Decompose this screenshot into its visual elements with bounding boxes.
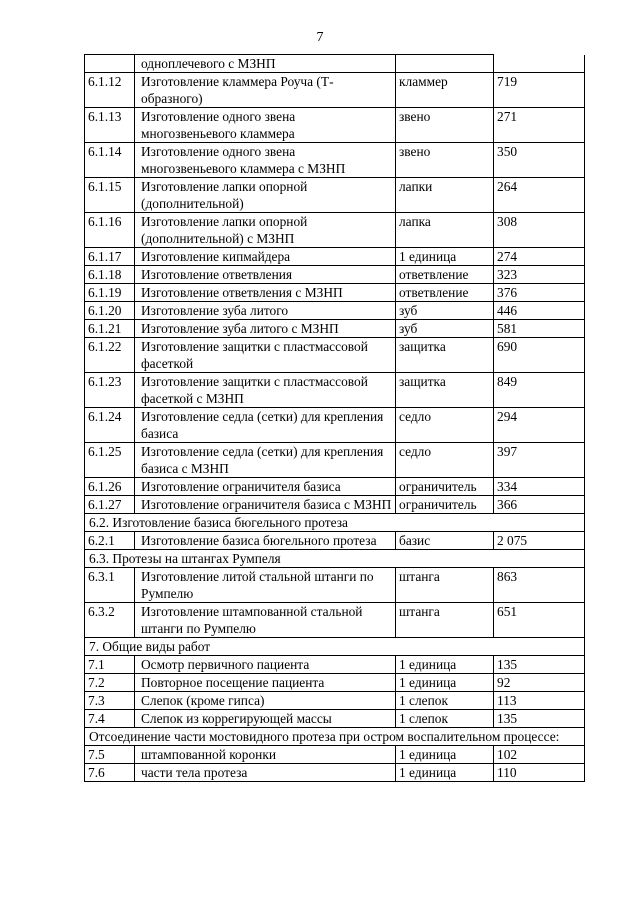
unit-cell: ограничитель <box>396 478 494 496</box>
unit-cell: 1 слепок <box>396 710 494 728</box>
service-cell: Изготовление зуба литого с МЗНП <box>135 320 396 338</box>
service-cell: Изготовление базиса бюгельного протеза <box>135 532 396 550</box>
service-cell: Изготовление лапки опорной (дополнительной) с МЗНП <box>135 213 396 248</box>
table-row <box>85 108 585 143</box>
price-cell: 366 <box>494 496 585 514</box>
price-cell: 376 <box>494 284 585 302</box>
unit-cell: 1 единица <box>396 764 494 782</box>
unit-cell: ограничитель <box>396 496 494 514</box>
price-cell: 719 <box>494 73 585 108</box>
price-cell: 135 <box>494 656 585 674</box>
price-cell: 294 <box>494 408 585 443</box>
table-row <box>85 266 585 284</box>
code-cell: 6.1.21 <box>85 320 135 338</box>
unit-cell: 1 единица <box>396 746 494 764</box>
section-heading: 7. Общие виды работ <box>85 638 585 656</box>
unit-cell <box>396 55 494 73</box>
service-cell: Изготовление ограничителя базиса <box>135 478 396 496</box>
price-cell: 308 <box>494 213 585 248</box>
table-row <box>85 568 585 603</box>
service-cell: Изготовление ответвления с МЗНП <box>135 284 396 302</box>
table-row <box>85 143 585 178</box>
service-cell: Изготовление одного звена многозвеньевого кламмера с МЗНП <box>135 143 396 178</box>
page-number: 7 <box>316 30 324 45</box>
code-cell: 7.6 <box>85 764 135 782</box>
table-row <box>85 178 585 213</box>
service-cell: Изготовление штампованной стальной штанги по Румпелю <box>135 603 396 638</box>
price-cell: 271 <box>494 108 585 143</box>
unit-cell: кламмер <box>396 73 494 108</box>
table-row <box>85 532 585 550</box>
code-cell: 6.1.23 <box>85 373 135 408</box>
service-cell: Изготовление кипмайдера <box>135 248 396 266</box>
unit-cell: зуб <box>396 320 494 338</box>
unit-cell: защитка <box>396 373 494 408</box>
unit-cell: лапка <box>396 213 494 248</box>
section-heading: Отсоединение части мостовидного протеза при остром воспалительном процессе: <box>85 728 585 746</box>
unit-cell: 1 единица <box>396 674 494 692</box>
price-cell: 581 <box>494 320 585 338</box>
service-cell: Изготовление лапки опорной (дополнительной) <box>135 178 396 213</box>
unit-cell: 1 единица <box>396 248 494 266</box>
table-row <box>85 320 585 338</box>
code-cell: 6.2.1 <box>85 532 135 550</box>
price-cell: 690 <box>494 338 585 373</box>
section-row <box>85 728 585 746</box>
service-cell: Слепок (кроме гипса) <box>135 692 396 710</box>
unit-cell: защитка <box>396 338 494 373</box>
section-row <box>85 550 585 568</box>
unit-cell: звено <box>396 108 494 143</box>
table-row <box>85 710 585 728</box>
unit-cell: седло <box>396 443 494 478</box>
service-cell: части тела протеза <box>135 764 396 782</box>
code-cell <box>85 55 135 73</box>
service-cell: Изготовление защитки с пластмассовой фасеткой с МЗНП <box>135 373 396 408</box>
price-cell: 110 <box>494 764 585 782</box>
price-cell: 323 <box>494 266 585 284</box>
price-cell: 264 <box>494 178 585 213</box>
code-cell: 6.1.17 <box>85 248 135 266</box>
price-cell <box>494 55 585 73</box>
price-cell: 350 <box>494 143 585 178</box>
code-cell: 7.3 <box>85 692 135 710</box>
service-cell: штампованной коронки <box>135 746 396 764</box>
table-row <box>85 302 585 320</box>
unit-cell: базис <box>396 532 494 550</box>
table-row <box>85 73 585 108</box>
unit-cell: седло <box>396 408 494 443</box>
code-cell: 6.1.19 <box>85 284 135 302</box>
code-cell: 6.1.15 <box>85 178 135 213</box>
table-row <box>85 656 585 674</box>
price-cell: 651 <box>494 603 585 638</box>
unit-cell: 1 слепок <box>396 692 494 710</box>
service-cell: Слепок из коррегирующей массы <box>135 710 396 728</box>
code-cell: 6.1.13 <box>85 108 135 143</box>
service-cell: одноплечевого с МЗНП <box>135 55 396 73</box>
section-heading: 6.2. Изготовление базиса бюгельного протеза <box>85 514 585 532</box>
table-row <box>85 478 585 496</box>
price-cell: 2 075 <box>494 532 585 550</box>
service-cell: Изготовление кламмера Роуча (Т-образного) <box>135 73 396 108</box>
code-cell: 6.3.2 <box>85 603 135 638</box>
table-row <box>85 338 585 373</box>
code-cell: 6.1.22 <box>85 338 135 373</box>
price-cell: 113 <box>494 692 585 710</box>
code-cell: 7.1 <box>85 656 135 674</box>
table-row <box>85 373 585 408</box>
table-row <box>85 674 585 692</box>
table-row <box>85 603 585 638</box>
price-cell: 135 <box>494 710 585 728</box>
code-cell: 6.1.12 <box>85 73 135 108</box>
code-cell: 6.1.24 <box>85 408 135 443</box>
table-row <box>85 443 585 478</box>
service-cell: Изготовление зуба литого <box>135 302 396 320</box>
price-table-body <box>85 55 585 782</box>
price-cell: 446 <box>494 302 585 320</box>
code-cell: 6.1.20 <box>85 302 135 320</box>
service-cell: Изготовление седла (сетки) для крепления базиса с МЗНП <box>135 443 396 478</box>
price-table <box>84 54 585 782</box>
code-cell: 7.4 <box>85 710 135 728</box>
code-cell: 6.1.27 <box>85 496 135 514</box>
table-row <box>85 408 585 443</box>
code-cell: 6.1.25 <box>85 443 135 478</box>
service-cell: Изготовление литой стальной штанги по Румпелю <box>135 568 396 603</box>
unit-cell: лапки <box>396 178 494 213</box>
table-row-continuation <box>85 55 585 73</box>
unit-cell: ответвление <box>396 266 494 284</box>
table-row <box>85 496 585 514</box>
price-cell: 397 <box>494 443 585 478</box>
code-cell: 7.5 <box>85 746 135 764</box>
service-cell: Изготовление одного звена многозвеньевого кламмера <box>135 108 396 143</box>
service-cell: Изготовление защитки с пластмассовой фасеткой <box>135 338 396 373</box>
service-cell: Изготовление седла (сетки) для крепления базиса <box>135 408 396 443</box>
section-row <box>85 638 585 656</box>
price-cell: 863 <box>494 568 585 603</box>
section-heading: 6.3. Протезы на штангах Румпеля <box>85 550 585 568</box>
code-cell: 6.1.14 <box>85 143 135 178</box>
unit-cell: ответвление <box>396 284 494 302</box>
service-cell: Изготовление ответвления <box>135 266 396 284</box>
price-cell: 92 <box>494 674 585 692</box>
table-row <box>85 692 585 710</box>
code-cell: 6.1.26 <box>85 478 135 496</box>
table-row <box>85 764 585 782</box>
table-row <box>85 746 585 764</box>
service-cell: Изготовление ограничителя базиса с МЗНП <box>135 496 396 514</box>
service-cell: Повторное посещение пациента <box>135 674 396 692</box>
table-row <box>85 213 585 248</box>
unit-cell: 1 единица <box>396 656 494 674</box>
code-cell: 6.1.16 <box>85 213 135 248</box>
price-cell: 849 <box>494 373 585 408</box>
price-cell: 334 <box>494 478 585 496</box>
table-row <box>85 248 585 266</box>
unit-cell: штанга <box>396 603 494 638</box>
code-cell: 6.1.18 <box>85 266 135 284</box>
code-cell: 7.2 <box>85 674 135 692</box>
service-cell: Осмотр первичного пациента <box>135 656 396 674</box>
section-row <box>85 514 585 532</box>
unit-cell: штанга <box>396 568 494 603</box>
table-row <box>85 284 585 302</box>
unit-cell: зуб <box>396 302 494 320</box>
price-cell: 274 <box>494 248 585 266</box>
unit-cell: звено <box>396 143 494 178</box>
price-cell: 102 <box>494 746 585 764</box>
code-cell: 6.3.1 <box>85 568 135 603</box>
